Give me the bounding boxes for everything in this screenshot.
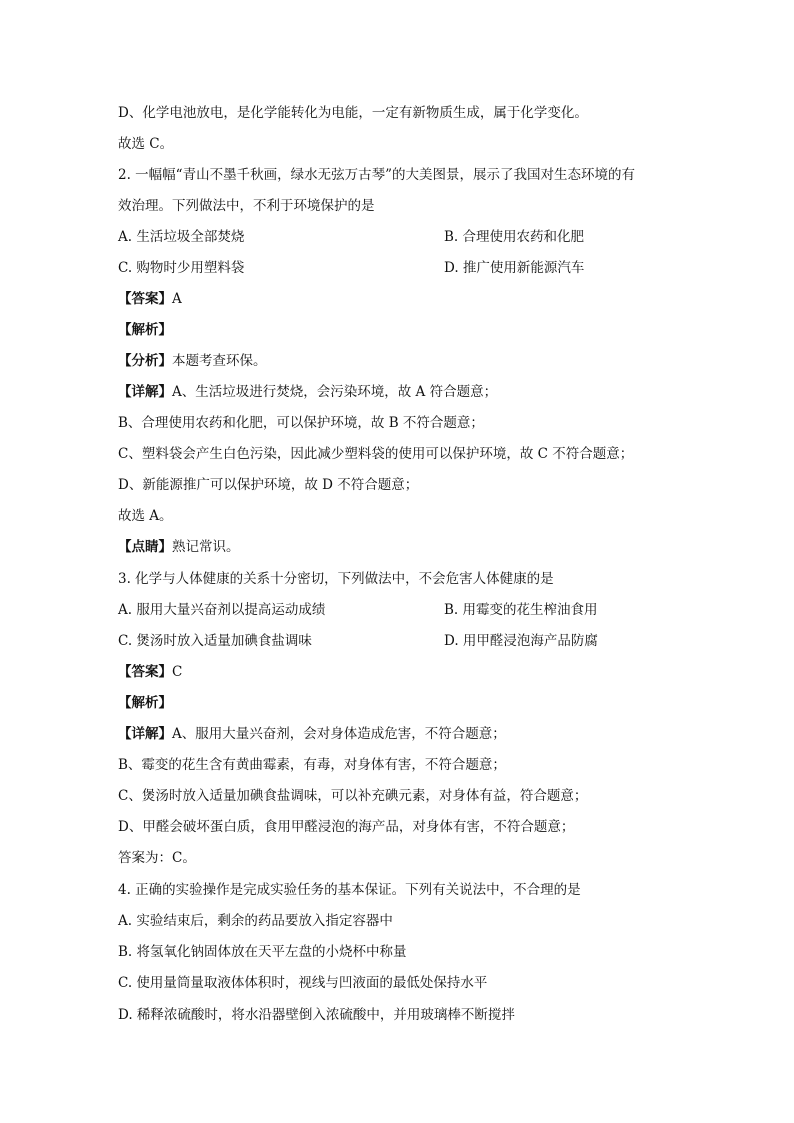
q3-option-d: D. 用甲醛浸泡海产品防腐: [444, 633, 598, 649]
q4-option-c: C. 使用量筒量取液体体积时，视线与凹液面的最低处保持水平: [118, 975, 488, 991]
fenxi-text: 本题考查环保。: [172, 353, 267, 369]
analysis-tag: 【解析】: [118, 695, 172, 711]
q3-option-b: B. 用霉变的花生榨油食用: [444, 602, 598, 618]
detail-text: A、生活垃圾进行焚烧，会污染环境，故 A 符合题意；: [172, 384, 498, 400]
q4-stem: 4. 正确的实验操作是完成实验任务的基本保证。下列有关说法中，不合理的是: [118, 882, 581, 898]
detail-tag: 【详解】: [118, 384, 172, 400]
answer-tag: 【答案】: [118, 664, 172, 680]
q3-option-c: C. 煲汤时放入适量加碘食盐调味: [118, 633, 312, 649]
q3-answer: [118, 663, 182, 681]
answer-tag: 【答案】: [118, 291, 172, 307]
q2-option-d: D. 推广使用新能源汽车: [444, 260, 585, 276]
analysis-tag: 【解析】: [118, 322, 172, 338]
detail-tag: 【详解】: [118, 726, 172, 742]
q2-dianjing: [118, 538, 240, 556]
q2-fenxi: [118, 352, 267, 370]
q3-analysis-heading: [118, 694, 172, 712]
q2-stem-line-2: 效治理。下列做法中，不利于环境保护的是: [118, 198, 375, 214]
q2-detail-a: [118, 383, 497, 401]
q3-conclusion: 答案为：C。: [118, 850, 196, 866]
q2-detail-d: D、新能源推广可以保护环境，故 D 不符合题意；: [118, 477, 419, 493]
q4-option-d: D. 稀释浓硫酸时，将水沿器壁倒入浓硫酸中，并用玻璃棒不断搅拌: [118, 1007, 515, 1023]
q3-detail-c: C、煲汤时放入适量加碘食盐调味，可以补充碘元素，对身体有益，符合题意；: [118, 788, 588, 804]
answer-value: A: [172, 291, 182, 307]
q2-answer: [118, 290, 182, 308]
q1-conclusion: 故选 C。: [118, 136, 174, 152]
q3-detail-b: B、霉变的花生含有黄曲霉素，有毒，对身体有害，不符合题意；: [118, 757, 506, 773]
q3-detail-d: D、甲醛会破坏蛋白质，食用甲醛浸泡的海产品，对身体有害，不符合题意；: [118, 819, 575, 835]
q2-conclusion: 故选 A。: [118, 508, 173, 524]
q3-option-a: A. 服用大量兴奋剂以提高运动成绩: [118, 602, 326, 618]
q2-detail-b: B、合理使用农药和化肥，可以保护环境，故 B 不符合题意；: [118, 415, 484, 431]
dianjing-text: 熟记常识。: [172, 539, 240, 555]
q3-stem: 3. 化学与人体健康的关系十分密切，下列做法中，不会危害人体健康的是: [118, 571, 554, 587]
q2-analysis-heading: [118, 321, 172, 339]
detail-text: A、服用大量兴奋剂，会对身体造成危害，不符合题意；: [172, 726, 506, 742]
q4-option-a: A. 实验结束后，剩余的药品要放入指定容器中: [118, 913, 393, 929]
q1-option-d-explanation: D、化学电池放电，是化学能转化为电能，一定有新物质生成，属于化学变化。: [118, 105, 588, 121]
dianjing-tag: 【点睛】: [118, 539, 172, 555]
q2-detail-c: C、塑料袋会产生白色污染，因此减少塑料袋的使用可以保护环境，故 C 不符合题意；: [118, 446, 634, 462]
answer-value: C: [172, 664, 183, 680]
q2-option-c: C. 购物时少用塑料袋: [118, 260, 245, 276]
q4-option-b: B. 将氢氧化钠固体放在天平左盘的小烧杯中称量: [118, 944, 407, 960]
fenxi-tag: 【分析】: [118, 353, 172, 369]
q2-stem-line-1: 2. 一幅幅“青山不墨千秋画，绿水无弦万古琴”的大美图景，展示了我国对生态环境的有: [118, 167, 635, 183]
q2-option-b: B. 合理使用农药和化肥: [444, 229, 585, 245]
q3-detail-a: [118, 725, 506, 743]
q2-option-a: A. 生活垃圾全部焚烧: [118, 229, 245, 245]
